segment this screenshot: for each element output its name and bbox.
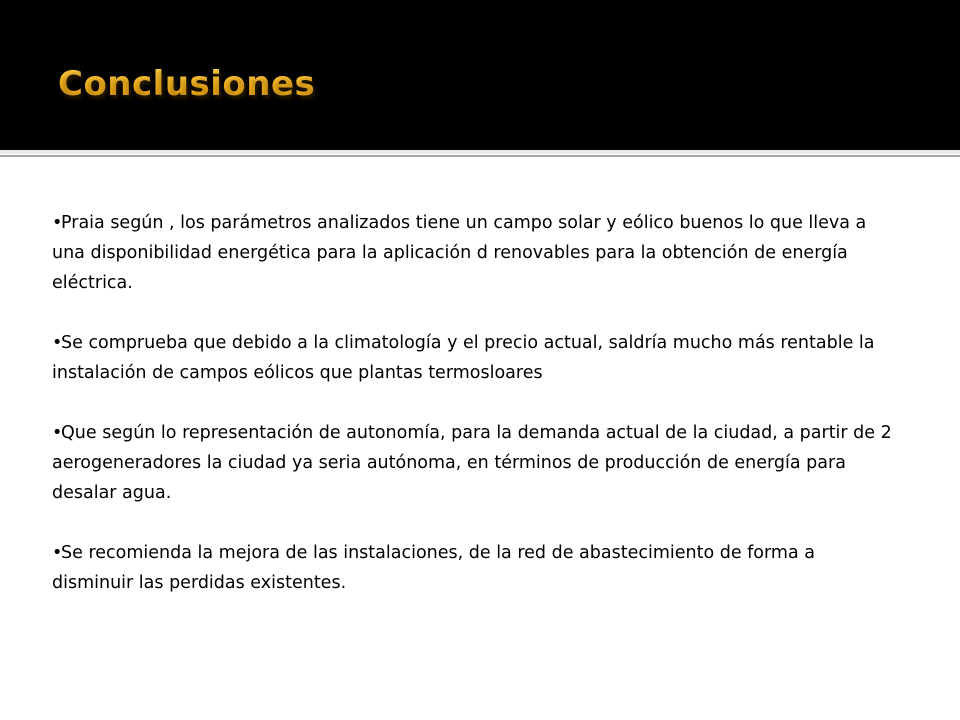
bullet-icon: • (52, 213, 63, 233)
bullet-item (52, 418, 892, 508)
bullet-text: Se recomienda la mejora de las instalaciones, de la red de abastecimiento de forma a disminuir las perdidas existentes. (52, 543, 815, 593)
title-band (0, 0, 960, 150)
bullet-list (52, 208, 892, 628)
title-divider (0, 150, 960, 154)
bullet-icon: • (52, 423, 63, 443)
bullet-text: Praia según , los parámetros analizados tiene un campo solar y eólico buenos lo que lleva a una disponibilidad energética para la aplicación d renovables para la obtención de energía eléctrica. (52, 213, 867, 293)
bullet-icon: • (52, 333, 63, 353)
bullet-item (52, 208, 892, 298)
title-divider-line (0, 155, 960, 157)
bullet-text: Se comprueba que debido a la climatología y el precio actual, saldría mucho más rentable la instalación de campos eólicos que plantas termosloares (52, 333, 875, 383)
bullet-icon: • (52, 543, 63, 563)
bullet-item (52, 328, 892, 388)
bullet-item (52, 538, 892, 598)
slide-title: Conclusiones (58, 58, 315, 110)
bullet-text: Que según lo representación de autonomía, para la demanda actual de la ciudad, a partir de 2 aerogeneradores la ciudad ya seria autónoma, en términos de producción de energía para desalar agua. (52, 423, 892, 503)
